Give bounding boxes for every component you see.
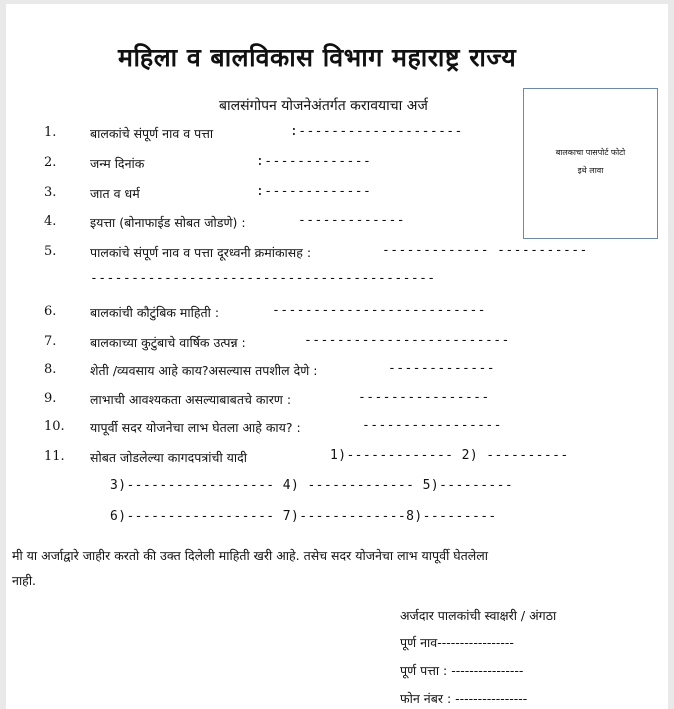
photo-box-caption-line2: इथे लावा (577, 166, 604, 175)
item-number: 3. (44, 185, 57, 200)
item-fill-line: :------------- (256, 154, 372, 169)
item-number: 4. (44, 214, 57, 229)
documents-list-line1: 1)------------- 2) ---------- (330, 448, 569, 463)
item-number: 11. (44, 449, 65, 464)
item-label: बालकाच्या कुटुंबाचे वार्षिक उत्पन्न : (90, 335, 246, 350)
full-name-line: पूर्ण नाव----------------- (400, 635, 514, 650)
item-fill-line: ---------------- (358, 390, 490, 405)
item-fill-line-continued: ------------------------------------------ (90, 271, 436, 286)
item-label: पालकांचे संपूर्ण नाव व पत्ता दूरध्वनी क्रमांकासह : (90, 245, 312, 260)
phone-number-line: फोन नंबर : ---------------- (400, 691, 528, 706)
item-label: जात व धर्म (90, 186, 140, 201)
item-number: 5. (44, 244, 57, 259)
item-fill-line: ------------- (298, 213, 405, 228)
item-fill-line: :------------- (256, 184, 372, 199)
item-label: शेती /व्यवसाय आहे काय?असल्यास तपशील देणे : (90, 363, 318, 378)
item-fill-line: ------------- (388, 361, 495, 376)
signature-heading: अर्जदार पालकांची स्वाक्षरी / अंगठा (400, 608, 557, 623)
item-label: बालकांची कौटुंबिक माहिती : (90, 305, 220, 320)
item-fill-line: ------------- ----------- (382, 243, 588, 258)
form-subtitle: बालसंगोपन योजनेअंतर्गत करावयाचा अर्ज (219, 98, 428, 114)
declaration-text: मी या अर्जाद्वारे जाहीर करतो की उक्त दिलेली माहिती खरी आहे. तसेच सदर योजनेचा लाभ यापूर्वी घेतलेला (12, 548, 488, 563)
photo-box-caption-line1: बालकाचा पासपोर्ट फोटो (555, 148, 626, 157)
item-label: जन्म दिनांक (90, 156, 145, 171)
item-label: लाभाची आवश्यकता असल्याबाबतचे कारण : (90, 392, 292, 407)
form-title: महिला व बालविकास विभाग महाराष्ट्र राज्य (118, 43, 517, 72)
item-fill-line: ----------------- (362, 418, 502, 433)
item-label: सोबत जोडलेल्या कागदपत्रांची यादी (90, 450, 248, 465)
item-fill-line: -------------------------- (272, 303, 486, 318)
passport-photo-box (523, 88, 658, 239)
item-label: इयत्ता (बोनाफाईड सोबत जोडणे) : (90, 215, 246, 230)
full-address-line: पूर्ण पत्ता : ---------------- (400, 663, 524, 678)
documents-list-line3: 6)------------------ 7)-------------8)--------- (110, 509, 497, 524)
form-page (6, 4, 668, 709)
item-number: 8. (44, 362, 57, 377)
item-number: 9. (44, 391, 57, 406)
documents-list-line2: 3)------------------ 4) ------------- 5)--------- (110, 478, 514, 493)
item-number: 7. (44, 334, 57, 349)
item-number: 1. (44, 125, 57, 140)
declaration-text-cont: नाही. (12, 573, 37, 588)
item-number: 10. (44, 419, 65, 434)
item-label: यापूर्वी सदर योजनेचा लाभ घेतला आहे काय? : (90, 420, 301, 435)
item-label: बालकांचे संपूर्ण नाव व पत्ता (90, 126, 214, 141)
item-number: 6. (44, 304, 57, 319)
item-number: 2. (44, 155, 57, 170)
item-fill-line: ------------------------- (304, 333, 510, 348)
item-fill-line: :-------------------- (290, 124, 463, 139)
